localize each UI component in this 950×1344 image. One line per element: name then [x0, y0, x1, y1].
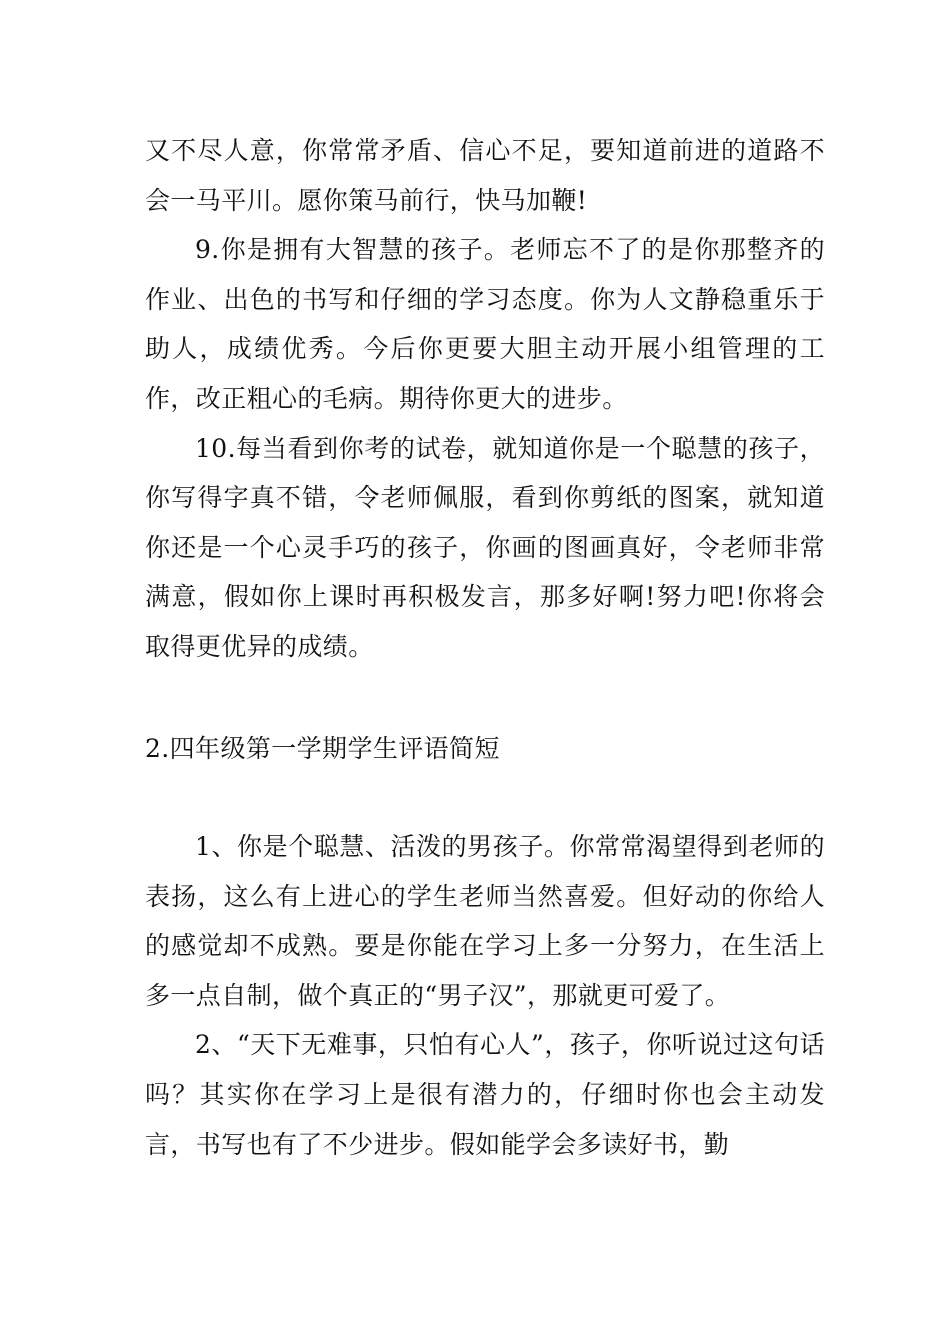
paragraph-9: 9.你是拥有大智慧的孩子。老师忘不了的是你那整齐的作业、出色的书写和仔细的学习态度。你为人文静稳重乐于助人，成绩优秀。今后你更要大胆主动开展小组管理的工作，改正粗心的毛病。期待你更大的进步。 [145, 235, 825, 413]
section-2-body [145, 822, 825, 1169]
paragraph-s2-2: 2、“天下无难事，只怕有心人”，孩子，你听说过这句话吗？其实你在学习上是很有潜力的，仔细时你也会主动发言，书写也有了不少进步。假如能学会多读好书，勤 [145, 1030, 825, 1159]
paragraph-10: 10.每当看到你考的试卷，就知道你是一个聪慧的孩子，你写得字真不错，令老师佩服，看到你剪纸的图案，就知道你还是一个心灵手巧的孩子，你画的图画真好，令老师非常满意，假如你上课时再积极发言，那多好啊!努力吧!你将会取得更优异的成绩。 [145, 433, 825, 661]
section-1-body [145, 126, 825, 672]
paragraph-s2-1: 1、你是个聪慧、活泼的男孩子。你常常渴望得到老师的表扬，这么有上进心的学生老师当然喜爱。但好动的你给人的感觉却不成熟。要是你能在学习上多一分努力，在生活上多一点自制，做个真正的“男子汉”，那就更可爱了。 [145, 832, 825, 1010]
paragraph-continued: 又不尽人意，你常常矛盾、信心不足，要知道前进的道路不会一马平川。愿你策马前行，快马加鞭! [145, 136, 825, 215]
section-2-heading: 2.四年级第一学期学生评语简短 [145, 734, 500, 763]
